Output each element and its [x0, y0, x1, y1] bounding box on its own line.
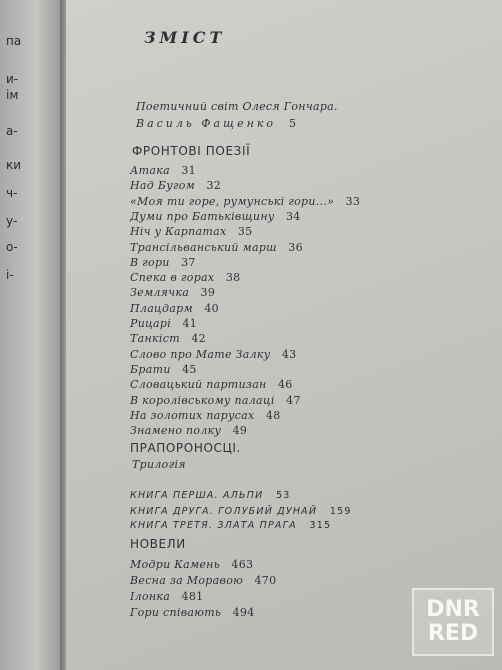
toc-entry-page: 33	[345, 194, 361, 208]
toc-entry-page: 34	[285, 209, 301, 223]
toc-entry-page: 42	[191, 332, 206, 346]
page-title: ЗМІСТ	[144, 28, 226, 47]
toc-entry	[130, 409, 281, 422]
toc-entry-page: 463	[231, 558, 254, 571]
toc-entry	[130, 241, 303, 254]
toc-entry	[130, 164, 196, 177]
toc-entry	[130, 520, 331, 531]
preface-author-line	[136, 117, 299, 130]
toc-entry-title: Трансільванський марш	[130, 240, 277, 254]
toc-entry	[130, 424, 247, 437]
left-fragment: па	[6, 34, 22, 48]
toc-entry-page: 31	[181, 164, 196, 177]
toc-entry	[130, 506, 352, 517]
toc-entry-title: Атака	[130, 164, 170, 177]
toc-entry	[130, 210, 301, 223]
toc-entry	[130, 378, 293, 391]
preface-line: Поетичний світ Олеся Гончара.	[136, 100, 338, 113]
toc-entry	[130, 225, 252, 238]
toc-entry	[130, 394, 301, 407]
left-fragment: і-	[6, 268, 14, 282]
watermark-line2: RED	[427, 621, 479, 646]
toc-entry-title: Весна за Моравою	[130, 574, 244, 587]
toc-entry-page: 47	[286, 393, 301, 407]
left-fragment: о-	[6, 240, 18, 254]
preface-author: Василь Фащенко	[136, 117, 277, 130]
toc-entry-title: Над Бугом	[130, 179, 196, 193]
toc-entry-title: Модри Камень	[130, 558, 221, 571]
toc-entry-page: 32	[206, 179, 222, 193]
toc-entry-title: Танкіст	[130, 332, 180, 346]
toc-entry-title: Землячка	[130, 286, 190, 300]
toc-entry	[130, 256, 196, 269]
toc-entry-title: Спека в горах	[130, 271, 215, 285]
toc-entry	[130, 332, 206, 345]
toc-entry-page: 40	[204, 301, 219, 315]
toc-entry-page: 53	[276, 490, 291, 501]
left-fragment: ім	[6, 88, 19, 102]
left-fragment: ки	[6, 158, 22, 172]
toc-entry-title: Брати	[130, 362, 171, 376]
toc-entry	[130, 195, 360, 208]
preface-page: 5	[289, 117, 300, 130]
toc-entry-title: Слово про Мате Залку	[130, 347, 271, 361]
toc-entry-title: «Моя ти горе, румунські гори...»	[130, 194, 335, 208]
toc-entry-page: 45	[182, 362, 197, 376]
toc-entry-page: 494	[232, 606, 255, 619]
toc-entry-page: 315	[309, 520, 332, 531]
toc-entry-page: 36	[288, 240, 303, 254]
left-fragment: у-	[6, 214, 18, 228]
toc-entry	[130, 574, 276, 587]
toc-entry-page: 41	[182, 317, 198, 330]
toc-entry-title: Гори співають	[130, 606, 222, 619]
toc-entry-title: В королівському палаці	[130, 393, 275, 407]
section-heading-standard-bearers: ПРАПОРОНОСЦІ.	[130, 441, 241, 455]
toc-entry	[130, 590, 203, 603]
toc-entry-page: 43	[281, 347, 297, 361]
toc-entry-page: 35	[237, 225, 253, 239]
left-fragment: и-	[6, 72, 19, 86]
toc-entry-page: 470	[254, 574, 277, 587]
toc-entry-title: КНИГА ПЕРША. АЛЬПИ	[130, 490, 264, 501]
toc-entry	[130, 558, 253, 571]
toc-entry	[130, 286, 215, 299]
toc-entry	[130, 490, 291, 501]
toc-entry-title: Ніч у Карпатах	[130, 225, 227, 239]
toc-entry-page: 49	[232, 424, 248, 438]
toc-entry-page: 46	[278, 378, 293, 392]
toc-entry-title: Знамено полку	[130, 424, 222, 438]
section-heading-novellas: НОВЕЛИ	[130, 537, 186, 551]
toc-entry-page: 37	[181, 255, 196, 269]
watermark-logo	[412, 588, 494, 656]
toc-entry-title: На золотих парусах	[130, 408, 255, 422]
toc-page	[66, 0, 502, 670]
toc-entry	[130, 348, 296, 361]
toc-entry-title: Рицарі	[130, 317, 172, 330]
toc-entry-page: 38	[225, 271, 241, 285]
section-heading-front-poems: ФРОНТОВІ ПОЕЗІЇ	[132, 144, 251, 158]
toc-entry-title: В гори	[130, 255, 170, 269]
toc-entry-title: КНИГА ТРЕТЯ. ЗЛАТА ПРАГА	[130, 520, 297, 531]
toc-entry	[130, 302, 219, 315]
toc-entry	[130, 363, 197, 376]
toc-entry-page: 481	[181, 590, 204, 603]
left-page	[0, 0, 66, 670]
toc-entry-page: 159	[329, 506, 352, 517]
left-fragment: ч-	[6, 186, 18, 200]
trilogy-subtitle: Трилогія	[132, 458, 186, 471]
watermark-line1: DNR	[426, 597, 480, 622]
toc-entry-title: Ілонка	[130, 590, 171, 603]
toc-entry	[130, 271, 240, 284]
toc-entry-page: 39	[200, 286, 216, 300]
toc-entry-title: Думи про Батьківщину	[130, 209, 275, 223]
toc-entry-title: КНИГА ДРУГА. ГОЛУБИЙ ДУНАЙ	[130, 506, 318, 517]
left-fragment: а-	[6, 124, 18, 138]
toc-entry-page: 48	[265, 408, 281, 422]
toc-entry	[130, 317, 197, 330]
toc-entry	[130, 606, 255, 619]
toc-entry-title: Словацький партизан	[130, 378, 267, 392]
toc-entry	[130, 179, 221, 192]
toc-entry-title: Плацдарм	[130, 301, 193, 315]
